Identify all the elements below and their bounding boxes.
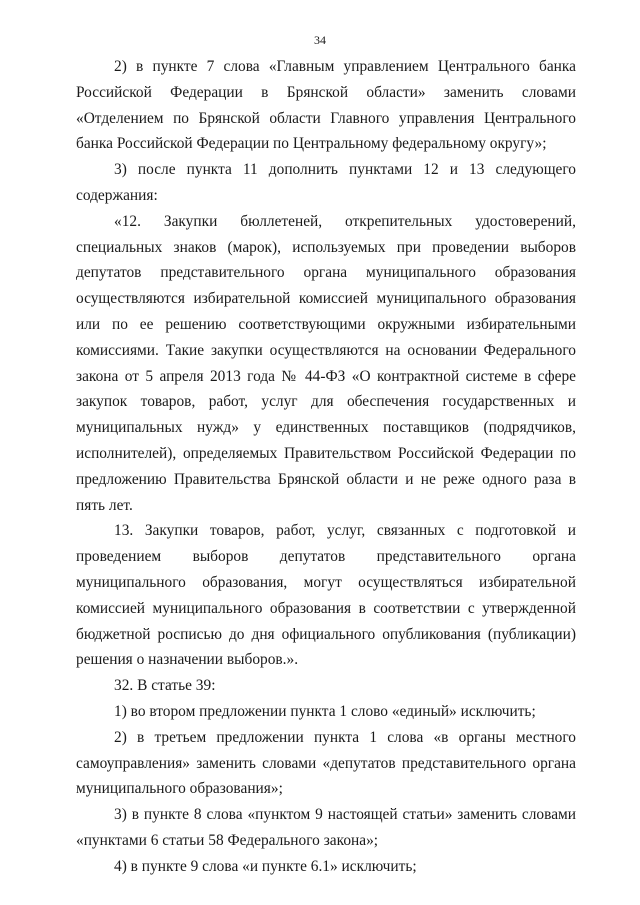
paragraph-clause-12: «12. Закупки бюллетеней, открепительных удостоверений, специальных знаков (марок), используемых при проведении выборов депутатов представительного органа муниципального образования осуществляются избирательной комиссией муниципального образования или по ее решению соответствующими окружными избирательными комиссиями. Такие закупки осуществляются на основании Федерального закона от 5 апреля 2013 года № 44-ФЗ «О контрактной системе в сфере закупок товаров, работ, услуг для обеспечения государственных и муниципальных нужд» у единственных поставщиков (подрядчиков, исполнителей), определяемых Правительством Российской Федерации по предложению Правительства Брянской области и не реже одного раза в пять лет.: [76, 212, 576, 514]
paragraph-subitem-2: 2) в третьем предложении пункта 1 слова «в органы местного самоуправления» заменить словами «депутатов представительного органа муниципального образования»;: [76, 728, 576, 798]
paragraph-subitem-4: 4) в пункте 9 слова «и пункте 6.1» исключить;: [114, 857, 417, 875]
paragraph-item-3: 3) после пункта 11 дополнить пунктами 12 и 13 следующего содержания:: [76, 161, 576, 204]
paragraph-clause-13: 13. Закупки товаров, работ, услуг, связанных с подготовкой и проведением выборов депутатов представительного органа муниципального образования, могут осуществляться избирательной комиссией муниципального образования в соответствии с утвержденной бюджетной росписью до дня официального опубликования (публикации) решения о назначении выборов.».: [76, 522, 576, 669]
page-number: 34: [314, 33, 326, 47]
paragraph-subitem-3: 3) в пункте 8 слова «пунктом 9 настоящей статьи» заменить словами «пунктами 6 статьи 58 Федерального закона»;: [76, 806, 576, 849]
paragraph-article-heading: 32. В статье 39:: [114, 677, 216, 695]
paragraph-item-2: 2) в пункте 7 слова «Главным управлением Центрального банка Российской Федерации в Брянской области» заменить словами «Отделением по Брянской области Главного управления Центрального банка Российской Федерации по Центральному федеральному округу»;: [76, 58, 576, 153]
paragraph-subitem-1: 1) во втором предложении пункта 1 слово «единый» исключить;: [114, 702, 536, 720]
document-body: [76, 54, 576, 880]
